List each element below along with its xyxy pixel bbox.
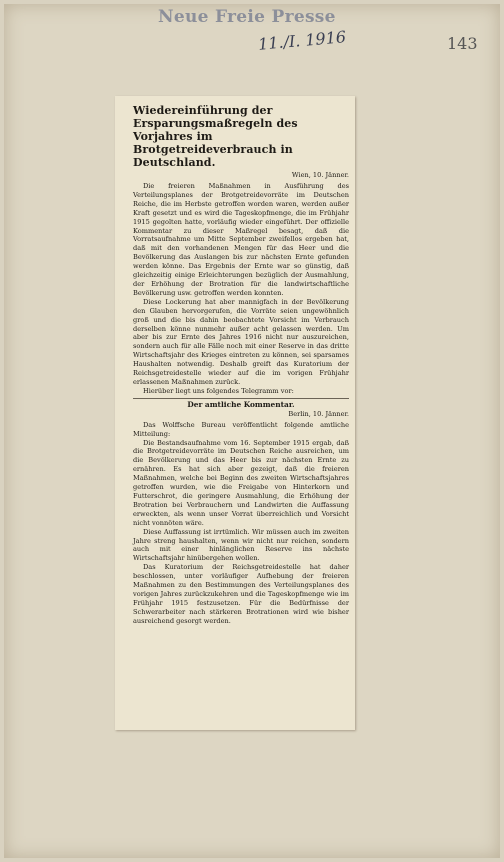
newspaper-clipping: [115, 96, 355, 730]
article-paragraph: Diese Lockerung hat aber mannigfach in der Bevölkerung den Glauben hervorgerufen, die Vorräte seien ungewöhnlich groß und die bis dahin beobachtete Vorsicht im Verbrauch derselben könne nunmehr außer acht gelassen werden. Um aber bis zur Ernte des Jahres 1916 nicht nur auszureichen, sondern auch für alle Fälle noch mit einer Reserve in das dritte Wirtschaftsjahr des Krieges eintreten zu können, sei sparsames Haushalten notwendig. Deshalb greift das Kuratorium der Reichsgetreidestelle wieder auf die im vorigen Frühjahr erlassenen Maßnahmen zurück.: [133, 297, 349, 386]
dateline-vienna: Wien, 10. Jänner.: [291, 171, 349, 179]
dateline-berlin: Berlin, 10. Jänner.: [288, 409, 349, 418]
article-paragraph: Die Bestandsaufnahme vom 16. September 1915 ergab, daß die Brotgetreidevorräte im Deutschen Reiche ausreichen, um die Bevölkerung und das Heer bis zur nächsten Ernte zu ernähren. Es hat sich aber gezeigt, daß die freieren Maßnahmen, welche bei Beginn des zweiten Wirtschaftsjahres getroffen wurden, wie die Freigabe von Hinterkorn und Futterschrot, die geringere Ausmahlung, die Erhöhung der Brotration bei Verbrauchern und Landwirten die Auffassung erweckten, als wenn unser Vorrat überreichlich und Vorsicht nicht vonnöten wäre.: [133, 438, 349, 527]
article-headline: Wiedereinführung der Ersparungsmaßregeln des Vorjahres im Brotgetreideverbrauch in Deutschland.: [133, 104, 298, 169]
article-paragraph: Hierüber liegt uns folgendes Telegramm vor:: [143, 386, 294, 395]
article-column: [133, 104, 349, 626]
article-paragraph: Das Kuratorium der Reichsgetreidestelle hat daher beschlossen, unter vorläufiger Aufhebung der freieren Maßnahmen zu den Bestimmungen des Verteilungsplanes des vorigen Jahres zurückzukehren und die Tageskopfmenge wie im Frühjahr 1915 festzusetzen. Für die Bedürfnisse der Schwerarbeiter nach stärkeren Brotrationen wird wie bisher ausreichend gesorgt werden.: [133, 563, 349, 625]
article-paragraph: Die freieren Maßnahmen in Ausführung des Verteilungsplanes der Brotgetreidevorräte im Deutschen Reiche, die im Herbste getroffen worden waren, werden außer Kraft gesetzt und es wird die Tageskopfmenge, die im Frühjahr 1915 gegolten hatte, vorläufig wieder eingeführt. Der offizielle Kommentar zu dieser Maßregel besagt, daß die Vorratsaufnahme um Mitte September zweifellos ergeben hat, daß mit den vorhandenen Mengen für das Heer und die Bevölkerung das Auslangen bis zur nächsten Ernte gefunden werden könne. Das Ergebnis der Ernte war so günstig, daß gleichzeitig einige Erleichterungen bezüglich der Ausmahlung, der Erhöhung der Brotration für die landwirtschaftliche Bevölkerung usw. getroffen werden konnten.: [133, 182, 349, 297]
archive-sheet: [4, 4, 500, 858]
article-subheading: Der amtliche Kommentar.: [187, 399, 295, 409]
article-paragraph: Diese Auffassung ist irrtümlich. Wir müssen auch im zweiten Jahre streng haushalten, wenn wir nicht nur reichen, sondern auch mit einer hinlänglichen Reserve ins nächste Wirtschaftsjahr hinübergehen wollen.: [133, 527, 349, 563]
newspaper-masthead: Neue Freie Presse: [158, 7, 336, 27]
article-paragraph: Das Wolffsche Bureau veröffentlicht folgende amtliche Mitteilung:: [133, 420, 349, 438]
page-number: 143: [447, 34, 478, 53]
section-divider: [133, 398, 349, 399]
handwritten-date: 11./I. 1916: [257, 27, 347, 54]
